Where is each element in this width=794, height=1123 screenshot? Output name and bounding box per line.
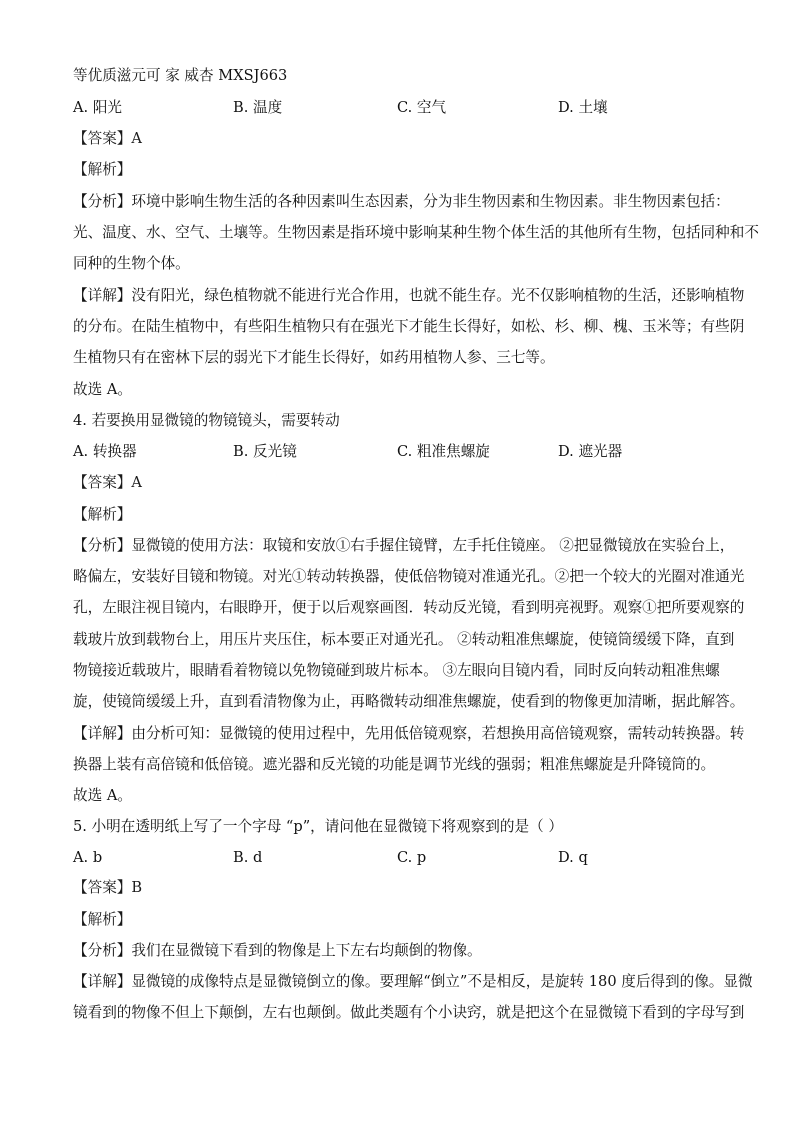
q4-analysis-line: 载玻片放到载物台上，用压片夹压住，标本要正对通光孔。 ②转动粗准焦螺旋，使镜筒缓缓下降，直到 — [73, 631, 735, 648]
q5-stem: 5. 小明在透明纸上写了一个字母 “p”，请问他在显微镜下将观察到的是（ ） — [73, 818, 563, 835]
q4-analysis-label: 【解析】 — [73, 506, 132, 523]
q5-option-b: B. d — [233, 849, 263, 866]
q4-answer: 【答案】A — [73, 474, 142, 491]
q3-detail-line: 的分布。在陆生植物中，有些阳生植物只有在强光下才能生长得好，如松、杉、柳、槐、玉米等；有些阴 — [73, 318, 745, 335]
q5-analysis-line: 【分析】我们在显微镜下看到的物像是上下左右均颠倒的物像。 — [73, 942, 482, 959]
q5-detail-line: 镜看到的物像不但上下颠倒，左右也颠倒。做此类题有个小诀窍，就是把这个在显微镜下看到的字母写到 — [73, 1004, 745, 1021]
q4-conclusion: 故选 A。 — [73, 787, 132, 804]
q3-analysis-line: 同种的生物个体。 — [73, 255, 190, 272]
q4-analysis-line: 略偏左，安装好目镜和物镜。对光①转动转换器，使低倍物镜对准通光孔。②把一个较大的光圈对准通光 — [73, 568, 745, 585]
q4-analysis-line: 孔，左眼注视目镜内，右眼睁开，便于以后观察画图．转动反光镜，看到明亮视野。观察①把所要观察的 — [73, 599, 745, 616]
q3-detail-line: 生植物只有在密林下层的弱光下才能生长得好，如药用植物人参、三七等。 — [73, 349, 555, 366]
q5-options — [73, 848, 723, 868]
q3-answer: 【答案】A — [73, 130, 142, 147]
q3-options — [73, 98, 723, 118]
q4-option-c: C. 粗准焦螺旋 — [397, 443, 490, 460]
q5-option-c: C. p — [397, 849, 427, 866]
q4-detail-line: 【详解】由分析可知：显微镜的使用过程中，先用低倍镜观察，若想换用高倍镜观察，需转动转换器。转 — [73, 725, 745, 742]
q4-option-a: A. 转换器 — [73, 443, 137, 460]
q5-answer: 【答案】B — [73, 879, 143, 896]
q3-option-c: C. 空气 — [397, 99, 447, 116]
q3-detail-line: 【详解】没有阳光，绿色植物就不能进行光合作用，也就不能生存。光不仅影响植物的生活，还影响植物 — [73, 287, 745, 304]
q3-analysis-line: 【分析】环境中影响生物生活的各种因素叫生态因素，分为非生物因素和生物因素。非生物因素包括： — [73, 193, 730, 210]
q5-analysis-label: 【解析】 — [73, 911, 132, 928]
q3-option-b: B. 温度 — [233, 99, 283, 116]
q4-option-b: B. 反光镜 — [233, 443, 297, 460]
q4-analysis-line: 【分析】显微镜的使用方法：取镜和安放①右手握住镜臂，左手托住镜座。 ②把显微镜放在实验台上， — [73, 537, 735, 554]
q3-conclusion: 故选 A。 — [73, 381, 132, 398]
q4-analysis-line: 旋，使镜筒缓缓上升，直到看清物像为止，再略微转动细准焦螺旋，使看到的物像更加清晰，据此解答。 — [73, 693, 745, 710]
q4-option-d: D. 遮光器 — [558, 443, 623, 460]
q4-detail-line: 换器上装有高倍镜和低倍镜。遮光器和反光镜的功能是调节光线的强弱；粗准焦螺旋是升降镜筒的。 — [73, 756, 716, 773]
q3-option-d: D. 土壤 — [558, 99, 608, 116]
q4-analysis-line: 物镜接近载玻片，眼睛看着物镜以免物镜碰到玻片标本。 ③左眼向目镜内看，同时反向转动粗准焦螺 — [73, 662, 720, 679]
q3-option-a: A. 阳光 — [73, 99, 123, 116]
q4-options — [73, 442, 723, 462]
q5-option-d: D. q — [558, 849, 588, 866]
header-line: 等优质滋元可 家 威杏 MXSJ663 — [73, 67, 288, 84]
q5-option-a: A. b — [73, 849, 103, 866]
q4-stem: 4. 若要换用显微镜的物镜镜头，需要转动 — [73, 412, 340, 429]
q3-analysis-label: 【解析】 — [73, 161, 132, 178]
q3-analysis-line: 光、温度、水、空气、土壤等。生物因素是指环境中影响某种生物个体生活的其他所有生物，包括同种和不 — [73, 224, 759, 241]
q5-detail-line: 【详解】显微镜的成像特点是显微镜倒立的像。要理解“倒立”不是相反，是旋转 180 度后得到的像。显微 — [73, 973, 753, 990]
